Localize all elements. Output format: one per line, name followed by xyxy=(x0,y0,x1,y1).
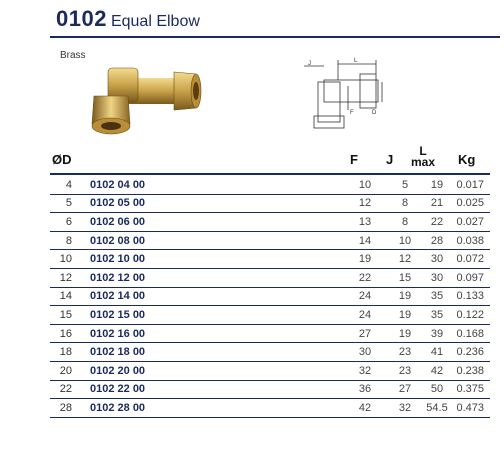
cell-ref: 0102 20 00 xyxy=(80,361,340,380)
cell-kg: 0.133 xyxy=(454,287,490,306)
cell-j: 15 xyxy=(390,268,420,287)
column-header-l: L xyxy=(419,144,427,158)
cell-l: 50 xyxy=(420,380,454,399)
cell-j: 23 xyxy=(390,343,420,362)
cell-ref: 0102 18 00 xyxy=(80,343,340,362)
cell-od: 18 xyxy=(50,343,80,362)
cell-kg: 0.238 xyxy=(454,361,490,380)
drawing-label-l: L xyxy=(354,58,358,64)
column-header-od: ØD xyxy=(52,152,72,167)
cell-f: 19 xyxy=(340,250,390,269)
cell-kg: 0.375 xyxy=(454,380,490,399)
cell-kg: 0.027 xyxy=(454,213,490,232)
cell-kg: 0.072 xyxy=(454,250,490,269)
table-row xyxy=(50,231,490,250)
cell-f: 36 xyxy=(340,380,390,399)
cell-od: 10 xyxy=(50,250,80,269)
cell-l: 39 xyxy=(420,324,454,343)
cell-l: 19 xyxy=(420,176,454,194)
table-row xyxy=(50,268,490,287)
cell-kg: 0.236 xyxy=(454,343,490,362)
drawing-label-d: D xyxy=(372,110,377,116)
cell-od: 14 xyxy=(50,287,80,306)
table-row xyxy=(50,306,490,325)
cell-od: 4 xyxy=(50,176,80,194)
cell-kg: 0.122 xyxy=(454,306,490,325)
cell-j: 8 xyxy=(390,213,420,232)
cell-f: 24 xyxy=(340,287,390,306)
cell-ref: 0102 16 00 xyxy=(80,324,340,343)
cell-f: 10 xyxy=(340,176,390,194)
cell-od: 12 xyxy=(50,268,80,287)
table-row xyxy=(50,361,490,380)
cell-f: 42 xyxy=(340,399,390,418)
cell-l: 22 xyxy=(420,213,454,232)
column-header-f: F xyxy=(350,152,358,167)
title-rule xyxy=(50,36,500,38)
table-row xyxy=(50,343,490,362)
cell-kg: 0.473 xyxy=(454,399,490,418)
product-code: 0102 xyxy=(56,6,107,31)
cell-f: 12 xyxy=(340,194,390,213)
cell-kg: 0.097 xyxy=(454,268,490,287)
product-name: Equal Elbow xyxy=(110,13,200,30)
cell-j: 5 xyxy=(390,176,420,194)
cell-kg: 0.168 xyxy=(454,324,490,343)
cell-l: 54.5 xyxy=(420,399,454,418)
cell-j: 19 xyxy=(390,287,420,306)
cell-kg: 0.025 xyxy=(454,194,490,213)
cell-kg: 0.017 xyxy=(454,176,490,194)
table-row xyxy=(50,176,490,194)
cell-f: 27 xyxy=(340,324,390,343)
cell-od: 16 xyxy=(50,324,80,343)
cell-j: 32 xyxy=(390,399,420,418)
cell-l: 35 xyxy=(420,306,454,325)
cell-f: 14 xyxy=(340,231,390,250)
cell-od: 8 xyxy=(50,231,80,250)
table-row xyxy=(50,250,490,269)
cell-l: 30 xyxy=(420,250,454,269)
cell-ref: 0102 10 00 xyxy=(80,250,340,269)
cell-ref: 0102 05 00 xyxy=(80,194,340,213)
cell-f: 24 xyxy=(340,306,390,325)
cell-kg: 0.038 xyxy=(454,231,490,250)
dimensions-table xyxy=(50,176,490,418)
table-row xyxy=(50,213,490,232)
cell-ref: 0102 22 00 xyxy=(80,380,340,399)
cell-f: 30 xyxy=(340,343,390,362)
cell-od: 15 xyxy=(50,306,80,325)
cell-ref: 0102 12 00 xyxy=(80,268,340,287)
drawing-label-j: J xyxy=(308,61,311,67)
cell-l: 21 xyxy=(420,194,454,213)
cell-od: 28 xyxy=(50,399,80,418)
cell-ref: 0102 08 00 xyxy=(80,231,340,250)
cell-f: 13 xyxy=(340,213,390,232)
cell-l: 42 xyxy=(420,361,454,380)
cell-od: 6 xyxy=(50,213,80,232)
cell-j: 23 xyxy=(390,361,420,380)
cell-l: 28 xyxy=(420,231,454,250)
cell-ref: 0102 14 00 xyxy=(80,287,340,306)
column-header-max: max xyxy=(410,155,436,169)
material-label: Brass xyxy=(60,50,86,61)
cell-j: 19 xyxy=(390,324,420,343)
drawing-label-f: F xyxy=(350,110,354,116)
cell-ref: 0102 28 00 xyxy=(80,399,340,418)
cell-l: 35 xyxy=(420,287,454,306)
column-header-kg: Kg xyxy=(458,152,476,167)
cell-ref: 0102 06 00 xyxy=(80,213,340,232)
cell-od: 22 xyxy=(50,380,80,399)
cell-ref: 0102 04 00 xyxy=(80,176,340,194)
table-row xyxy=(50,399,490,418)
table-row xyxy=(50,287,490,306)
cell-od: 5 xyxy=(50,194,80,213)
cell-j: 10 xyxy=(390,231,420,250)
cell-l: 41 xyxy=(420,343,454,362)
cell-ref: 0102 15 00 xyxy=(80,306,340,325)
cell-j: 12 xyxy=(390,250,420,269)
elbow-fitting-image xyxy=(78,60,208,140)
table-row xyxy=(50,380,490,399)
cell-j: 19 xyxy=(390,306,420,325)
cell-j: 8 xyxy=(390,194,420,213)
cell-f: 22 xyxy=(340,268,390,287)
column-header-j: J xyxy=(386,152,394,167)
header-rule xyxy=(50,173,490,175)
table-row xyxy=(50,194,490,213)
cell-od: 20 xyxy=(50,361,80,380)
column-header-l-max xyxy=(408,146,438,168)
cell-l: 30 xyxy=(420,268,454,287)
table-row xyxy=(50,324,490,343)
dimension-drawing xyxy=(298,54,388,134)
cell-f: 32 xyxy=(340,361,390,380)
page-title xyxy=(56,6,200,32)
cell-j: 27 xyxy=(390,380,420,399)
